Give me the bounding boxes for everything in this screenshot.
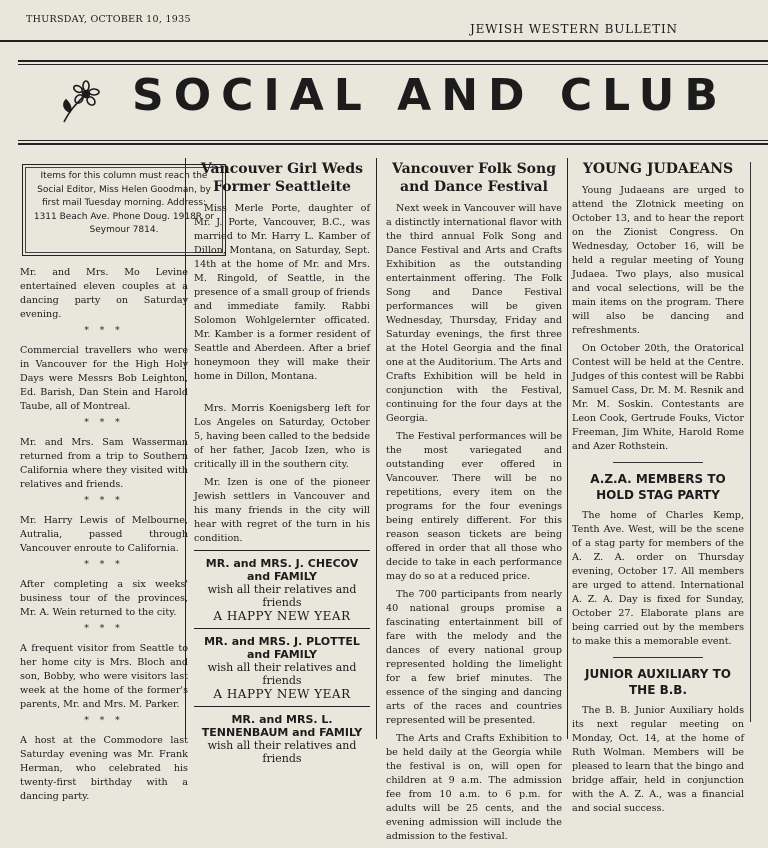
social-notes-column (20, 266, 188, 804)
submission-notice-text: Items for this column must reach the Social Editor, Miss Helen Goodman, by first mail Tuesday morning. Address: 1311 Beach Ave. Phone Doug. 1918R or Seymour 7814. (33, 171, 215, 235)
separator-stars: * * * (84, 716, 124, 726)
article-paragraph: The Arts and Crafts Exhibition to be held daily at the Georgia while the festival is on, will open for children at 9 a.m. The admission fee from 10 a.m. to 6 p.m. for adults will be 25 cents, and the evening admission will include the admission to the festival. (386, 733, 562, 842)
article-paragraph: The 700 participants from nearly 40 national groups promise a fascinating entertainment bill of fare with the melody and the dances of every national group represented holding the limelight for a few brief minutes. The essence of the singing and dancing arts of the races and countries represented will be presented. (386, 589, 562, 726)
club-news-column (572, 160, 744, 820)
banner-bottom-rule (18, 143, 768, 145)
newspaper-name: JEWISH WESTERN BULLETIN (470, 22, 678, 36)
separator-stars: * * * (84, 560, 124, 570)
header-rule (0, 40, 768, 42)
column-rule (567, 158, 568, 739)
article-paragraph: Mrs. Morris Koenigsberg left for Los Angeles on Saturday, October 5, having been called to the bedside of her father, Jacob Izen, who is critically ill in the southern city. (194, 403, 370, 470)
separator-stars: * * * (84, 624, 124, 634)
separator-stars: * * * (84, 496, 124, 506)
article-headline: Vancouver Girl Weds Former Seattleite (200, 161, 364, 195)
separator-stars: * * * (84, 418, 124, 428)
issue-date: THURSDAY, OCTOBER 10, 1935 (26, 14, 191, 25)
article-divider (613, 657, 703, 658)
separator-stars: * * * (84, 326, 124, 336)
social-note: Commercial travellers who were in Vancouver for the High Holy Days were Messrs Bob Leighton, Ed. Barish, Dan Stein and Harold Taube, all of Montreal. (20, 345, 188, 412)
article-paragraph: The home of Charles Kemp, Tenth Ave. West, will be the scene of a stag party for members of the A. Z. A. order on Thursday evening, October 17. All members are urged to attend. International A. Z. A. Day is fixed for Sunday, October 27. Elaborate plans are being carried out by the members to make this a memorable event. (572, 510, 744, 647)
social-note: Mr. and Mrs. Mo Levine entertained eleven couples at a dancing party on Saturday evening. (20, 267, 188, 320)
article-paragraph: On October 20th, the Oratorical Contest will be held at the Centre. Judges of this contest will be Rabbi Samuel Cass, Dr. M. M. Resnik and Mr. M. Soskin. Contestants are Leon Cook, Gertrude Fouks, Victor Freeman, Jim White, Harold Rome and Azer Rothstein. (572, 343, 744, 452)
article-headline: Vancouver Folk Song and Dance Festival (392, 161, 556, 195)
ad-greeting: A HAPPY NEW YEAR (213, 687, 351, 701)
banner-top-rule-thin (18, 64, 768, 65)
ad-family-name: MR. and MRS. J. CHECOV and FAMILY (205, 557, 359, 583)
ad-divider (194, 706, 370, 707)
flower-ornament-icon (58, 80, 100, 124)
article-paragraph: Next week in Vancouver will have a distinctly international flavor with the third annual Folk Song and Dance Festival and Arts and Crafts Exhibition as the outstanding entertainment offering. The Folk Song and Dance Festival performances will be given Wednesday, Thursday, Friday and Saturday evenings, the first three at the Hotel Georgia and the final one at the Auditorium. The Arts and Crafts Exhibition will be held in conjunction with the Festival, continuing for the four days at the Georgia. (386, 203, 562, 424)
ad-family-name: MR. and MRS. L. TENNENBAUM and FAMILY (201, 713, 363, 739)
ad-wish-line: wish all their relatives and friends (207, 583, 357, 609)
section-banner-title: SOCIAL AND CLUB (132, 70, 728, 121)
banner-bottom-rule-thin (18, 140, 768, 141)
social-note: Mr. Harry Lewis of Melbourne, Autralia, passed through Vancouver enroute to California. (20, 515, 188, 554)
festival-column (386, 160, 562, 848)
ad-family-name: MR. and MRS. J. PLOTTEL and FAMILY (204, 635, 360, 661)
social-note: A frequent visitor from Seattle to her home city is Mrs. Bloch and son, Bobby, who were visitors last week at the home of the former's parents, Mr. and Mrs. M. Parker. (20, 643, 188, 710)
ad-wish-line: wish all their relatives and friends (207, 661, 357, 687)
article-paragraph: The Festival performances will be the most variegated and outstanding ever offered in Vancouver. There will be no repetitions, every item on the programs for the four evenings being entirely different. For this reason season tickets are being offered in order that all those who decide to take in each performance may do so at a reduced price. (386, 431, 562, 582)
ad-divider (194, 550, 370, 551)
column-rule (750, 162, 751, 722)
ad-divider (194, 628, 370, 629)
article-paragraph: Young Judaeans are urged to attend the Zlotnick meeting on October 13, and to hear the report on the Zionist Congress. On Wednesday, October 16, will be held a regular meeting of Young Judaea. Two plays, also musical and vocal selections, will be the main items on the program. There will also be dancing and refreshments. (572, 185, 744, 336)
ad-wish-line: wish all their relatives and friends (207, 739, 357, 765)
article-headline: JUNIOR AUXILIARY TO THE B.B. (585, 667, 731, 697)
banner-top-rule (18, 60, 768, 62)
greeting-ad (194, 557, 370, 624)
article-paragraph: Miss Merle Porte, daughter of Mr. J. Porte, Vancouver, B.C., was married to Mr. Harry L. Kamber of Dillon, Montana, on Saturday, Sept. 14th at the home of Mr. and Mrs. M. Ringold, of Seattle, in the presence of a small group of friends and immediate family. Rabbi Solomon Wohlgelernter officated. Mr. Kamber is a former resident of Seattle and Aberdeen. After a brief honeymoon they will make their home in Dillon, Montana. (194, 203, 370, 382)
column-rule (376, 158, 377, 739)
social-note: Mr. and Mrs. Sam Wasserman returned from a trip to Southern California where they visited with relatives and friends. (20, 437, 188, 490)
article-paragraph: The B. B. Junior Auxiliary holds its next regular meeting on Monday, Oct. 14, at the home of Ruth Wolman. Members will be pleased to learn that the bingo and bridge affair, held in conjunction with the A. Z. A., was a financial and social success. (572, 705, 744, 814)
greeting-ad (194, 635, 370, 702)
article-divider (613, 462, 703, 463)
social-note: After completing a six weeks' business tour of the provinces, Mr. A. Wein returned to the city. (20, 579, 188, 618)
article-headline: A.Z.A. MEMBERS TO HOLD STAG PARTY (590, 472, 726, 502)
ad-greeting: A HAPPY NEW YEAR (213, 609, 351, 623)
article-headline: YOUNG JUDAEANS (582, 161, 734, 177)
social-note: A host at the Commodore last Saturday evening was Mr. Frank Herman, who celebrated his twenty-first birthday with a dancing party. (20, 735, 188, 802)
wedding-column (194, 160, 370, 765)
article-paragraph: Mr. Izen is one of the pioneer Jewish settlers in Vancouver and his many friends in the city will hear with regret of the turn in his condition. (194, 477, 370, 544)
greeting-ad (194, 713, 370, 765)
